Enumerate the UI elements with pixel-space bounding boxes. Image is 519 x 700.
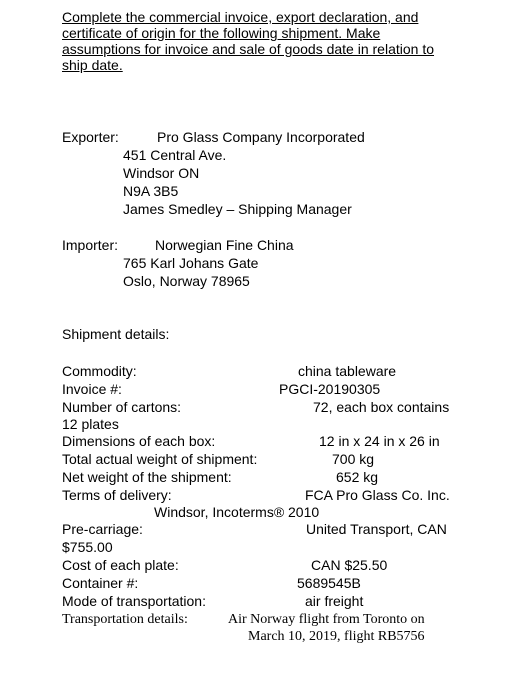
container-label: Container #: [62,575,139,591]
title-line: ship date. [62,57,123,73]
mode-value: air freight [305,593,364,609]
terms-continued: Windsor, Incoterms® 2010 [154,504,320,520]
exporter-address-line: Windsor ON [123,165,200,181]
terms-value: FCA Pro Glass Co. Inc. [305,487,450,503]
actual-weight-label: Total actual weight of shipment: [62,451,258,467]
net-weight-label: Net weight of the shipment: [62,469,232,485]
importer-address-line: 765 Karl Johans Gate [123,255,259,271]
instructions-title [62,9,462,73]
transport-label: Transportation details: [62,612,188,627]
terms-label: Terms of delivery: [62,487,172,503]
importer-label: Importer: [62,237,119,253]
precarriage-value: United Transport, CAN [306,521,447,537]
container-value: 5689545B [297,575,361,591]
invoice-value: PGCI-20190305 [279,381,381,397]
net-weight-value: 652 kg [336,469,379,485]
cartons-continued: 12 plates [62,416,119,432]
exporter-address-line: N9A 3B5 [123,183,179,199]
transport-value: Air Norway flight from Toronto on [228,612,425,627]
commodity-value: china tableware [298,363,397,379]
exporter-name: Pro Glass Company Incorporated [157,129,365,145]
plate-cost-value: CAN $25.50 [311,557,388,573]
exporter-address-line: 451 Central Ave. [123,147,227,163]
dimensions-value: 12 in x 24 in x 26 in [319,433,440,449]
mode-label: Mode of transportation: [62,593,206,609]
precarriage-cost: $755.00 [62,539,113,555]
importer-name: Norwegian Fine China [155,237,294,253]
dimensions-label: Dimensions of each box: [62,433,216,449]
precarriage-label: Pre-carriage: [62,521,143,537]
exporter-label: Exporter: [62,129,119,145]
cartons-label: Number of cartons: [62,399,182,415]
importer-address-line: Oslo, Norway 78965 [123,273,250,289]
shipment-heading: Shipment details: [62,326,170,342]
title-line: certificate of origin for the following shipment. Make [62,25,381,41]
transport-value-continued: March 10, 2019, flight RB5756 [248,629,425,644]
title-line: Complete the commercial invoice, export declaration, and [62,9,419,25]
invoice-label: Invoice #: [62,381,122,397]
commodity-label: Commodity: [62,363,137,379]
exporter-contact: James Smedley – Shipping Manager [123,201,352,217]
plate-cost-label: Cost of each plate: [62,557,179,573]
title-line: assumptions for invoice and sale of goods date in relation to [62,41,435,57]
actual-weight-value: 700 kg [332,451,375,467]
cartons-value: 72, each box contains [313,399,450,415]
